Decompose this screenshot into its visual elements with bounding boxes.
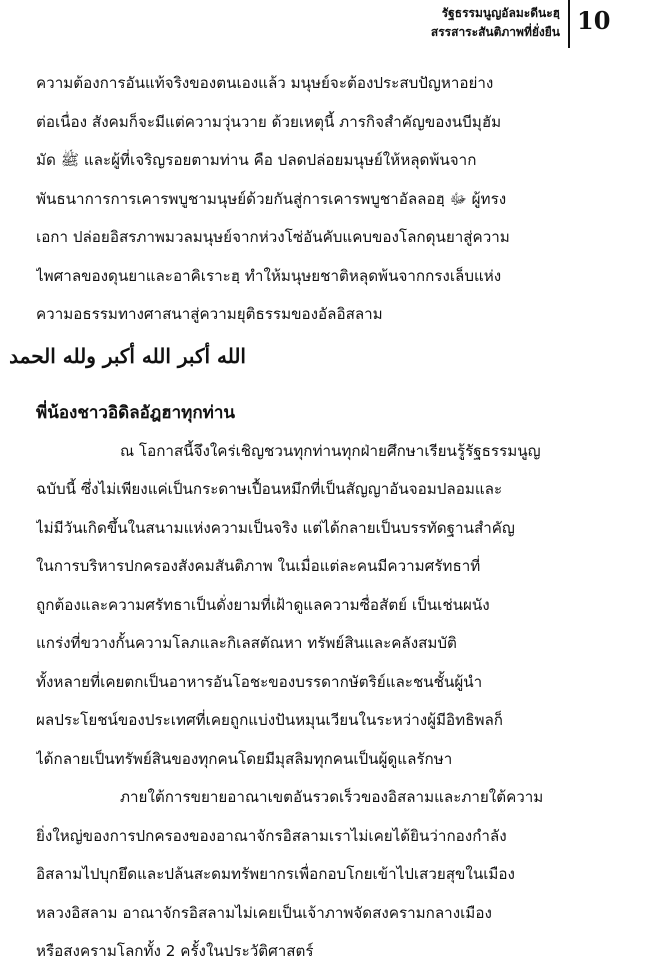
page-body (9, 64, 612, 971)
text-line: อิสลามไปบุกยึดและปล้นสะดมทรัพยากรเพื่อกอบโกยเข้าไปเสวยสุขในเมือง (36, 865, 515, 883)
running-header (431, 4, 560, 42)
text-line: พันธนาการการเคารพบูชามนุษย์ด้วยกันสู่การเคารพบูชาอัลลอฮฺ ﷻ ผู้ทรง (36, 189, 507, 208)
paragraph-3 (36, 778, 612, 971)
book-subtitle: สรรสาระสันติภาพที่ยั่งยืน (430, 25, 560, 39)
text-line: ไพศาลของดุนยาและอาคิเราะฮฺ ทำให้มนุษยชาติหลุดพ้นจากกรงเล็บแห่ง (36, 266, 502, 285)
header-divider (568, 0, 570, 48)
arabic-takbir: الله أكبر الله أكبر ولله الحمد (9, 343, 246, 368)
text-line: ผลประโยชน์ของประเทศที่เคยถูกแบ่งปันหมุนเวียนในระหว่างผู้มีอิทธิพลก็ (36, 711, 503, 729)
text-line: ยิ่งใหญ่ของการปกครองของอาณาจักรอิสลามเราไม่เคยได้ยินว่ากองกำลัง (36, 826, 507, 845)
text-line: มัด ﷺ และผู้ที่เจริญรอยตามท่าน คือ ปลดปล่อยมนุษย์ให้หลุดพ้นจาก (36, 151, 477, 169)
text-line: ในการบริหารปกครองสังคมสันติภาพ ในเมื่อแต่ละคนมีความศรัทธาที่ (36, 557, 481, 575)
page-header (0, 0, 646, 50)
text-line: ณ โอกาสนี้จึงใคร่เชิญชวนทุกท่านทุกฝ่ายศึกษาเรียนรู้รัฐธรรมนูญ (120, 441, 541, 460)
text-line: ความต้องการอันแท้จริงของตนเองแล้ว มนุษย์จะต้องประสบปัญหาอย่าง (36, 74, 494, 92)
text-line: หลวงอิสลาม อาณาจักรอิสลามไม่เคยเป็นเจ้าภาพจัดสงครามกลางเมือง (36, 903, 492, 922)
text-line: ไม่มีวันเกิดขึ้นในสนามแห่งความเป็นจริง แต่ได้กลายเป็นบรรทัดฐานสำคัญ (36, 518, 515, 537)
text-line: แกร่งที่ขวางกั้นความโลภและกิเลสตัณหา ทรัพย์สินและคลังสมบัติ (36, 634, 457, 652)
text-line: ต่อเนื่อง สังคมก็จะมีแต่ความวุ่นวาย ด้วยเหตุนี้ ภารกิจสำคัญของนบีมุฮัม (36, 112, 502, 131)
paragraph-2 (36, 432, 612, 779)
text-line: ทั้งหลายที่เคยตกเป็นอาหารอันโอชะของบรรดากษัตริย์และชนชั้นผู้นำ (36, 672, 483, 691)
section-heading: พี่น้องชาวอิดิลอัฎฮาทุกท่าน (36, 402, 236, 423)
text-line: ถูกต้องและความศรัทธาเป็นดั่งยามที่เฝ้าดูแลความซื่อสัตย์ เป็นเช่นผนัง (36, 595, 490, 614)
page-number: 10 (577, 6, 611, 35)
text-line: ได้กลายเป็นทรัพย์สินของทุกคนโดยมีมุสลิมทุกคนเป็นผู้ดูแลรักษา (36, 749, 453, 768)
paragraph-1 (36, 64, 612, 334)
text-line: ความอธรรมทางศาสนาสู่ความยุติธรรมของอัลอิสลาม (36, 305, 383, 323)
text-line: ฉบับนี้ ซึ่งไม่เพียงแค่เป็นกระดาษเปื้อนหมึกที่เป็นสัญญาอันจอมปลอมและ (36, 480, 503, 498)
text-line: หรือสงครามโลกทั้ง 2 ครั้งในประวัติศาสตร์ (36, 942, 314, 960)
book-title: รัฐธรรมนูญอัลมะดีนะฮฺ (441, 6, 560, 20)
text-line: เอกา ปล่อยอิสรภาพมวลมนุษย์จากห่วงโซ่อันคับแคบของโลกดุนยาสู่ความ (36, 228, 510, 246)
text-line: ภายใต้การขยายอาณาเขตอันรวดเร็วของอิสลามและภายใต้ความ (120, 788, 544, 806)
